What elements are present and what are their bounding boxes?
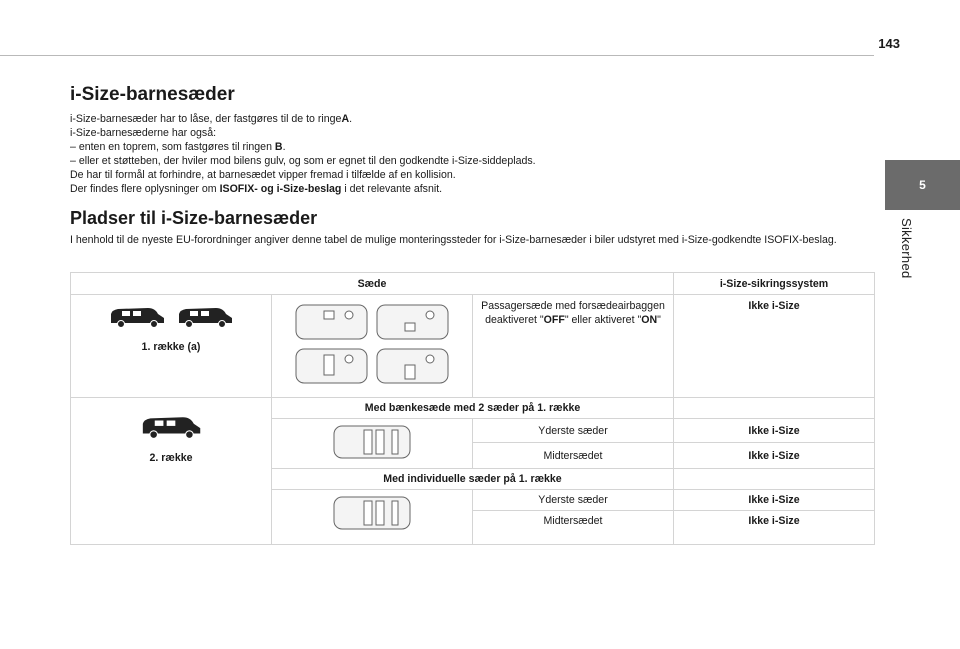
- row1-value-cell: [674, 295, 875, 398]
- isize-table: [70, 272, 875, 545]
- row1-label: 1. række (a): [141, 341, 201, 353]
- section-title-positions: Pladser til i-Size-barnesæder: [70, 208, 318, 228]
- sub2-pos1: Yderste sæder: [473, 490, 674, 511]
- top-rule: [0, 55, 874, 56]
- sub2-diagram-cell: [272, 490, 473, 545]
- sub2-val2: Ikke i-Size: [674, 511, 875, 545]
- sub1-title: Med bænkesæde med 2 sæder på 1. række: [272, 398, 674, 419]
- van-side-icon: [176, 305, 234, 329]
- intro-paragraph: I henhold til de nyeste EU-forordninger angiver denne tabel de mulige monteringssteder for i-Size-barnesæder i biler udstyret med i-Size-godkendte ISOFIX-beslag.: [70, 234, 837, 246]
- header-system: i-Size-sikringssystem: [674, 273, 875, 295]
- paragraph: i-Size-barnesæderne har også:: [70, 127, 217, 139]
- van-seat-layout-icon: [332, 424, 412, 460]
- row1-seat-cell: [71, 295, 272, 398]
- header-seat: Sæde: [71, 273, 674, 295]
- sub2-pos2: Midtersædet: [473, 511, 674, 545]
- sub1-diagram-cell: [272, 419, 473, 469]
- sub2-title: Med individuelle sæder på 1. række: [272, 469, 674, 490]
- list-item: – eller et støtteben, der hviler mod bilens gulv, og som er egnet til den godkendte i-Size-siddeplads.: [70, 155, 536, 167]
- chapter-number: 5: [919, 178, 926, 192]
- section-title-isize: i-Size-barnesæder: [70, 84, 235, 105]
- sub1-val1: Ikke i-Size: [674, 419, 875, 443]
- van-seat-layout-icon: [375, 347, 450, 385]
- row2-seat-cell: [71, 398, 272, 545]
- van-seat-layout-icon: [294, 347, 369, 385]
- row1-text-cell: [473, 295, 674, 398]
- van-side-icon: [139, 414, 203, 440]
- van-seat-layout-icon: [375, 303, 450, 341]
- van-seat-layout-icon: [332, 495, 412, 531]
- row1-description: Passagersæde med forsædeairbaggen deaktiveret "OFF" eller aktiveret "ON": [481, 300, 665, 326]
- paragraph: i-Size-barnesæder har to låse, der fastgøres til de to ringeA.: [70, 113, 353, 125]
- van-side-icon: [108, 305, 166, 329]
- main-content: [70, 84, 876, 247]
- chapter-label: Sikkerhed: [899, 218, 914, 279]
- paragraph: De har til formål at forhindre, at barnesædet vipper fremad i tilfælde af en kollision.: [70, 169, 456, 181]
- van-seat-layout-icon: [294, 303, 369, 341]
- list-item: – enten en toprem, som fastgøres til ringen B.: [70, 141, 286, 153]
- sub1-pos2: Midtersædet: [473, 443, 674, 469]
- row1-diagram-cell: [272, 295, 473, 398]
- row1-value: Ikke i-Size: [748, 300, 800, 312]
- paragraph: Der findes flere oplysninger om ISOFIX- og i-Size-beslag i det relevante afsnit.: [70, 183, 443, 195]
- chapter-tab[interactable]: [885, 160, 960, 210]
- sub2-val1: Ikke i-Size: [674, 490, 875, 511]
- sub1-val2: Ikke i-Size: [674, 443, 875, 469]
- row2-label: 2. række: [149, 452, 193, 464]
- sub1-pos1: Yderste sæder: [473, 419, 674, 443]
- page-number: 143: [878, 36, 900, 51]
